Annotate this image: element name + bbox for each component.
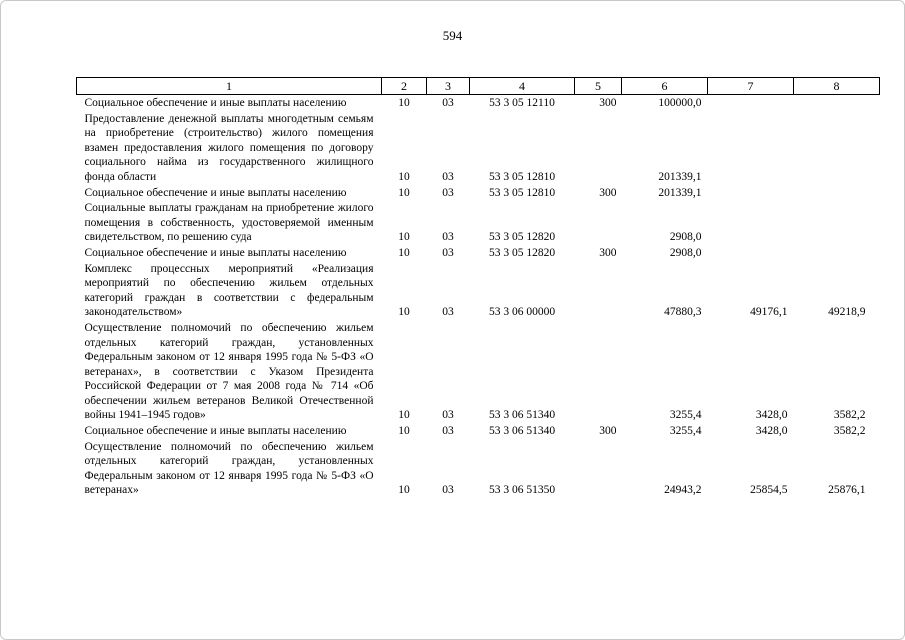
table-row: [77, 245, 880, 261]
cell-target-article: 53 3 05 12110: [489, 97, 555, 109]
cell-section: 10: [398, 425, 410, 438]
cell-subsection: 03: [442, 97, 454, 109]
cell-expense-type: 300: [599, 425, 617, 438]
cell-amount-2: [708, 185, 794, 201]
cell-amount-1: 2908,0: [669, 246, 702, 259]
cell-amount-2: 25854,5: [750, 484, 788, 497]
page-number: 594: [442, 28, 463, 43]
cell-target-article: 53 3 06 51340: [488, 409, 556, 422]
cell-subsection: 03: [442, 425, 454, 438]
cell-expense-name: Социальное обеспечение и иные выплаты населению: [84, 186, 347, 199]
table-row: [77, 423, 880, 439]
cell-subsection: 03: [442, 409, 454, 422]
cell-target-article: 53 3 06 51350: [488, 484, 556, 497]
header-col-8: 8: [794, 78, 880, 95]
cell-amount-1: 201339,1: [658, 186, 702, 199]
cell-expense-type: [575, 261, 622, 320]
cell-target-article: 53 3 05 12810: [488, 186, 556, 199]
cell-amount-1: 47880,3: [664, 306, 702, 319]
cell-expense-type: 300: [599, 97, 617, 109]
header-col-6: 6: [622, 78, 708, 95]
cell-amount-3: 3582,2: [833, 425, 866, 438]
cell-amount-1: 2908,0: [669, 231, 702, 244]
cell-subsection: 03: [442, 246, 454, 259]
cell-amount-3: [794, 95, 880, 111]
cell-amount-3: [794, 200, 880, 245]
cell-section: 10: [398, 246, 410, 259]
cell-section: 10: [398, 170, 410, 183]
cell-expense-name: Социальное обеспечение и иные выплаты населению: [84, 97, 347, 109]
cell-section: 10: [398, 484, 410, 497]
cell-amount-2: [708, 111, 794, 185]
cell-expense-type: [575, 320, 622, 423]
cell-target-article: 53 3 05 12820: [488, 246, 556, 259]
cell-amount-1: 100000,0: [658, 97, 702, 109]
table-row: [77, 111, 880, 185]
table-body: [77, 95, 880, 499]
table-header: [77, 78, 880, 95]
table-row: [77, 261, 880, 320]
cell-section: 10: [398, 97, 410, 109]
cell-amount-2: [708, 200, 794, 245]
cell-amount-2: [708, 245, 794, 261]
cell-target-article: 53 3 06 51340: [488, 425, 556, 438]
cell-expense-name: Социальные выплаты гражданам на приобретение жилого помещения в собственность, удостоверяемой именным свидетельством, по решению суда: [84, 202, 374, 244]
table-row: [77, 185, 880, 201]
cell-target-article: 53 3 05 12810: [488, 170, 556, 183]
table-header-row: [77, 78, 880, 95]
header-col-1: 1: [77, 78, 382, 95]
cell-expense-type: 300: [599, 186, 617, 199]
table-row: [77, 439, 880, 498]
header-col-2: 2: [382, 78, 427, 95]
cell-amount-1: 3255,4: [669, 409, 702, 422]
cell-target-article: 53 3 05 12820: [488, 231, 556, 244]
cell-subsection: 03: [442, 231, 454, 244]
cell-expense-type: 300: [599, 246, 617, 259]
cell-amount-1: 24943,2: [664, 484, 702, 497]
cell-amount-2: 3428,0: [755, 409, 788, 422]
cell-expense-name: Социальное обеспечение и иные выплаты населению: [84, 246, 347, 259]
header-col-7: 7: [708, 78, 794, 95]
cell-amount-1: 201339,1: [658, 170, 702, 183]
cell-amount-2: 3428,0: [755, 425, 788, 438]
cell-amount-2: [708, 95, 794, 111]
cell-expense-type: [575, 439, 622, 498]
cell-section: 10: [398, 186, 410, 199]
cell-subsection: 03: [442, 170, 454, 183]
cell-amount-3: [794, 111, 880, 185]
cell-expense-type: [575, 200, 622, 245]
table-row: [77, 200, 880, 245]
cell-expense-type: [575, 111, 622, 185]
cell-target-article: 53 3 06 00000: [488, 306, 556, 319]
header-col-5: 5: [575, 78, 622, 95]
table-row: [77, 320, 880, 423]
cell-section: 10: [398, 306, 410, 319]
cell-expense-name: Предоставление денежной выплаты многодетным семьям на приобретение (строительство) жилого помещения взамен предоставления жилого помещения по договору социального найма из государственного жилищного фонда области: [84, 112, 374, 183]
cell-expense-name: Социальное обеспечение и иные выплаты населению: [84, 425, 347, 438]
cell-section: 10: [398, 231, 410, 244]
budget-table: [76, 77, 880, 498]
header-col-3: 3: [427, 78, 470, 95]
cell-section: 10: [398, 409, 410, 422]
cell-expense-name: Осуществление полномочий по обеспечению жильем отдельных категорий граждан, установленных Федеральным законом от 12 января 1995 года № 5-ФЗ «О ветеранах»: [84, 440, 374, 497]
cell-amount-1: 3255,4: [669, 425, 702, 438]
table-row: [77, 95, 880, 111]
cell-expense-name: Осуществление полномочий по обеспечению жильем отдельных категорий граждан, установленных Федеральным законом от 12 января 1995 года № 5-ФЗ «О ветеранах», в соответствии с Указом Президента Российской Федерации от 7 мая 2008 года № 714 «Об обеспечении жильем ветеранов Великой Отечественной войны 1941–1945 годов»: [84, 321, 374, 422]
cell-amount-3: [794, 245, 880, 261]
cell-amount-2: 49176,1: [750, 306, 788, 319]
cell-amount-3: [794, 185, 880, 201]
cell-expense-name: Комплекс процессных мероприятий «Реализация мероприятий по обеспечению жильем отдельных категорий граждан в соответствии с федеральным законодательством»: [84, 262, 374, 319]
cell-subsection: 03: [442, 484, 454, 497]
cell-amount-3: 25876,1: [828, 484, 866, 497]
cell-amount-3: 49218,9: [828, 306, 866, 319]
cell-subsection: 03: [442, 306, 454, 319]
cell-subsection: 03: [442, 186, 454, 199]
cell-amount-3: 3582,2: [833, 409, 866, 422]
header-col-4: 4: [470, 78, 575, 95]
